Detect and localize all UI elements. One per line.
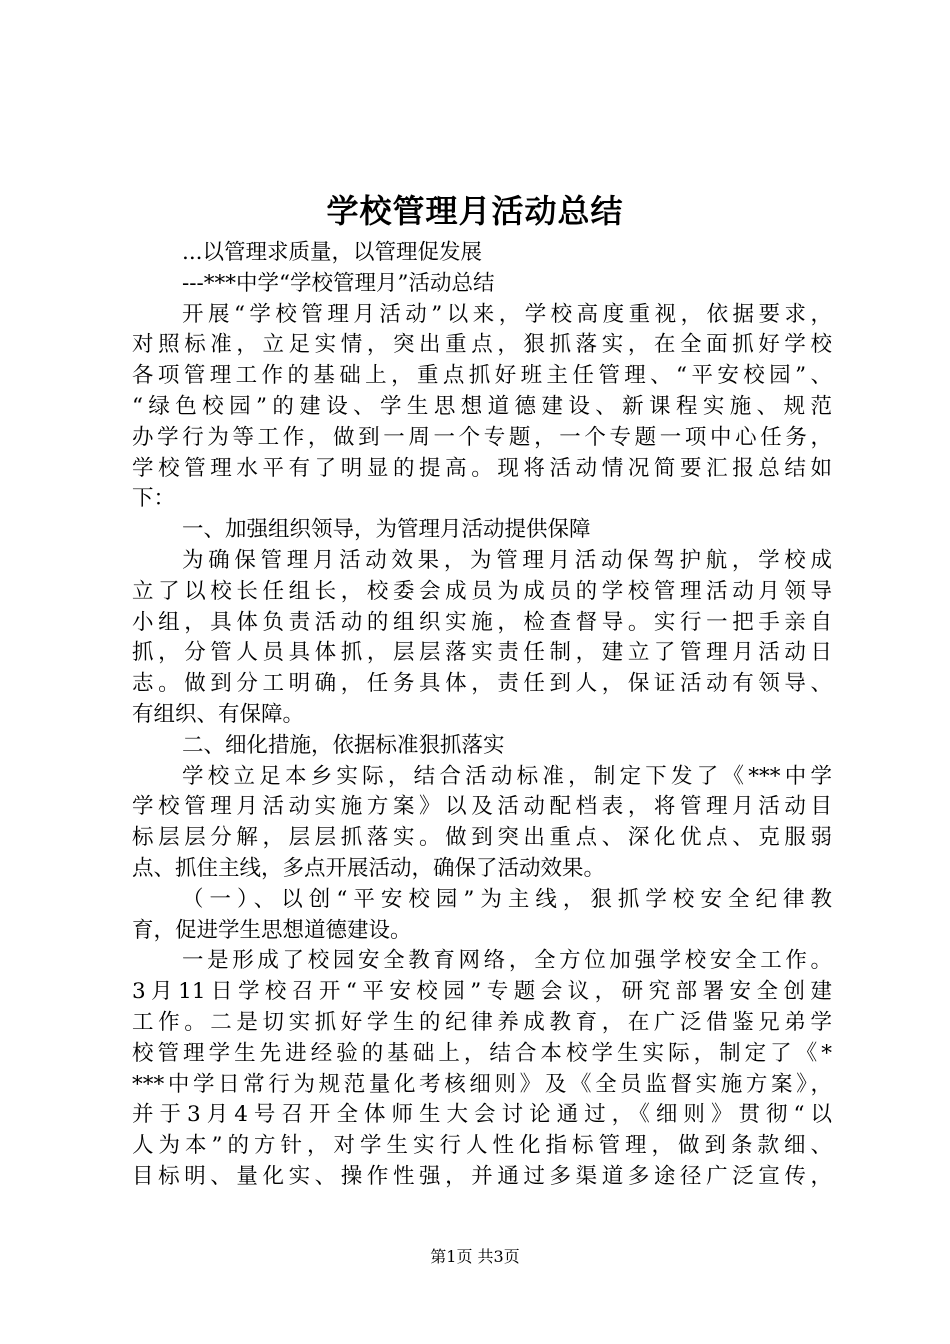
paragraph-line: 学校管理水平有了明显的提高。现将活动情况简要汇报总结如 xyxy=(132,455,832,481)
paragraph-line: 育，促进学生思想道德建设。 xyxy=(132,917,412,943)
paragraph-line: 立了以校长任组长，校委会成员为成员的学校管理活动月领导 xyxy=(132,578,832,604)
paragraph-line: 志。做到分工明确，任务具体，责任到人，保证活动有领导、 xyxy=(132,671,832,697)
paragraph-line: 为确保管理月活动效果，为管理月活动保驾护航，学校成 xyxy=(182,547,832,573)
paragraph-line: ***中学日常行为规范量化考核细则》及《全员监督实施方案》， xyxy=(132,1071,832,1097)
paragraph-line: 校管理学生先进经验的基础上，结合本校学生实际，制定了《* xyxy=(132,1040,832,1066)
paragraph-line: 抓，分管人员具体抓，层层落实责任制，建立了管理月活动日 xyxy=(132,640,832,666)
paragraph-line: 工作。二是切实抓好学生的纪律养成教育，在广泛借鉴兄弟学 xyxy=(132,1009,832,1035)
paragraph-line: 并于3月4号召开全体师生大会讨论通过，《细则》贯彻“以 xyxy=(132,1102,832,1128)
paragraph-line: 标层层分解，层层抓落实。做到突出重点、深化优点、克服弱 xyxy=(132,825,832,851)
paragraph-line: 各项管理工作的基础上，重点抓好班主任管理、“平安校园”、 xyxy=(132,363,832,389)
subtitle-line: ...以管理求质量，以管理促发展 xyxy=(182,240,483,265)
section-heading: 二、细化措施，依据标准狠抓落实 xyxy=(182,732,505,758)
paragraph-line: 人为本”的方针，对学生实行人性化指标管理，做到条款细、 xyxy=(132,1133,832,1159)
subsection-heading: （一）、以创“平安校园”为主线，狠抓学校安全纪律教 xyxy=(182,886,832,912)
paragraph-line: 3月11日学校召开“平安校园”专题会议，研究部署安全创建 xyxy=(132,979,832,1005)
paragraph-line: 目标明、量化实、操作性强，并通过多渠道多途径广泛宣传， xyxy=(132,1163,832,1189)
paragraph-line: 一是形成了校园安全教育网络，全方位加强学校安全工作。 xyxy=(182,948,832,974)
document-title: 学校管理月活动总结 xyxy=(326,192,624,230)
paragraph-line: 对照标准，立足实情，突出重点，狠抓落实，在全面抓好学校 xyxy=(132,332,832,358)
paragraph-line: 学校立足本乡实际，结合活动标准，制定下发了《***中学 xyxy=(182,763,832,789)
paragraph-line: 下： xyxy=(132,486,176,512)
subtitle-line: ---***中学“学校管理月”活动总结 xyxy=(182,270,495,296)
paragraph-line: 学校管理月活动实施方案》以及活动配档表，将管理月活动目 xyxy=(132,794,832,820)
document-body xyxy=(132,238,832,1193)
section-heading: 一、加强组织领导，为管理月活动提供保障 xyxy=(182,517,591,543)
paragraph-line: 小组，具体负责活动的组织实施，检查督导。实行一把手亲自 xyxy=(132,609,832,635)
page-number-footer: 第1页 共3页 xyxy=(430,1247,520,1266)
paragraph-line: 办学行为等工作，做到一周一个专题，一个专题一项中心任务， xyxy=(132,424,832,450)
paragraph-line: 开展“学校管理月活动”以来，学校高度重视，依据要求， xyxy=(182,301,832,327)
paragraph-line: 点、抓住主线，多点开展活动，确保了活动效果。 xyxy=(132,855,606,881)
paragraph-line: 有组织、有保障。 xyxy=(132,701,305,727)
paragraph-line: “绿色校园”的建设、学生思想道德建设、新课程实施、规范 xyxy=(132,393,832,419)
